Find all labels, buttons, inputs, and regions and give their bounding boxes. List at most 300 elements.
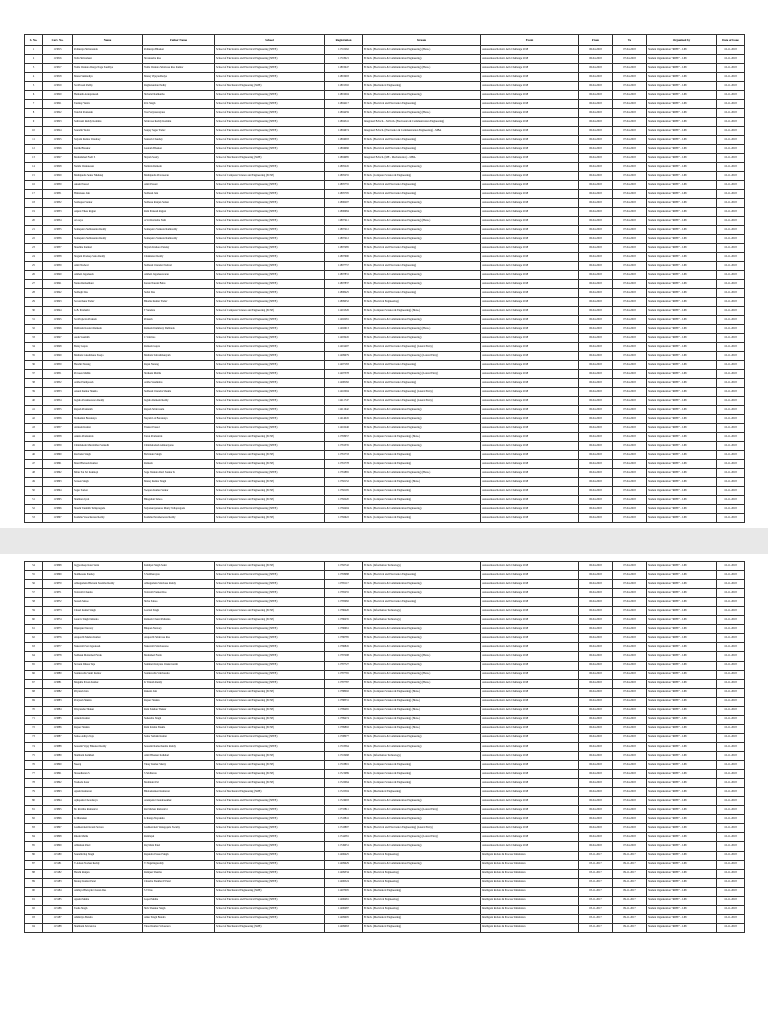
cell-to-date: 07-04-2018 bbox=[613, 271, 647, 280]
cell-school: School of Electronics and Electrical Engineering (SEEE) bbox=[215, 343, 325, 352]
cell-date-of-issue: 16-11-2018 bbox=[717, 634, 745, 643]
cell-serial-no: 93 bbox=[25, 914, 43, 923]
cell-organized-by: Student Organization "RIBE" - LPU bbox=[647, 887, 717, 896]
cell-cert-no: 113833 bbox=[43, 208, 73, 217]
cell-stream: B.Tech. (Electronics & Communication Engineering) bbox=[363, 208, 481, 217]
cell-to-date: 07-04-2018 bbox=[613, 379, 647, 388]
cell-registration: 11409905 bbox=[325, 914, 363, 923]
cell-school: School of Computer Science and Engineering (SCSE) bbox=[215, 607, 325, 616]
cell-school: School of Electronics and Electrical Engineering (SEEE) bbox=[215, 163, 325, 172]
cell-date-of-issue: 16-11-2018 bbox=[717, 842, 745, 851]
cell-serial-no: 74 bbox=[25, 742, 43, 751]
cell-registration: 11789465 bbox=[325, 706, 363, 715]
cell-registration: 11807831 bbox=[325, 271, 363, 280]
cell-organized-by: Student Organization "RIBE" - LPU bbox=[647, 688, 717, 697]
cell-school: School of Mechanical Engineering (SME) bbox=[215, 154, 325, 163]
cell-name: Saurabh Raj Singh bbox=[73, 851, 143, 860]
cell-school: School of Computer Science and Engineering (SCSE) bbox=[215, 172, 325, 181]
cell-stream: B.Tech. (Electronics & Communication Engineering) bbox=[363, 73, 481, 82]
cell-to-date: 07-04-2018 bbox=[613, 571, 647, 580]
cell-date-of-issue: 16-11-2018 bbox=[717, 109, 745, 118]
cell-event: Autonomous Robotic Arm Challenge 2018 bbox=[481, 298, 579, 307]
cell-registration: 11782622 bbox=[325, 514, 363, 523]
cell-serial-no: 81 bbox=[25, 806, 43, 815]
cell-cert-no: 113892 bbox=[43, 779, 73, 788]
cell-from-date: 06-04-2018 bbox=[579, 487, 613, 496]
cell-serial-no: 88 bbox=[25, 869, 43, 878]
cell-stream: B.Tech. (Electronics & Communication Engineering) bbox=[363, 625, 481, 634]
table-row bbox=[25, 751, 745, 760]
cell-father-name: Prakash bbox=[143, 316, 215, 325]
cell-father-name: Ambeti Jagadeeswaran bbox=[143, 271, 215, 280]
cell-name: Vanchit Ponnaiah bbox=[73, 109, 143, 118]
cell-school: School of Mechanical Engineering (SME) bbox=[215, 82, 325, 91]
cell-organized-by: Student Organization "RIBE" - LPU bbox=[647, 833, 717, 842]
cell-school: School of Computer Science and Engineering (SCSE) bbox=[215, 496, 325, 505]
column-header-to-date: To bbox=[613, 35, 647, 46]
cell-to-date: 07-04-2018 bbox=[613, 797, 647, 806]
table-row bbox=[25, 298, 745, 307]
cell-from-date: 06-04-2018 bbox=[579, 514, 613, 523]
cell-serial-no: 70 bbox=[25, 706, 43, 715]
cell-stream: B.Tech. (Information Technology) bbox=[363, 562, 481, 571]
cell-event: Autonomous Robotic Arm Challenge 2018 bbox=[481, 442, 579, 451]
cell-from-date: 06-04-2018 bbox=[579, 298, 613, 307]
cell-school: School of Electronics and Electrical Engineering (SEEE) bbox=[215, 625, 325, 634]
cell-serial-no: 78 bbox=[25, 779, 43, 788]
cell-event: Autonomous Robotic Arm Challenge 2018 bbox=[481, 190, 579, 199]
cell-from-date: 03-11-2017 bbox=[579, 887, 613, 896]
cell-name: Dubbuda Kasturi Ramesh bbox=[73, 325, 143, 334]
cell-event: Intelligent Robots & Process Simulation bbox=[481, 869, 579, 878]
cell-cert-no: 113861 bbox=[43, 460, 73, 469]
cell-date-of-issue: 16-11-2018 bbox=[717, 514, 745, 523]
cell-father-name: Amit Prasad bbox=[143, 181, 215, 190]
cell-from-date: 06-04-2018 bbox=[579, 325, 613, 334]
cell-date-of-issue: 16-11-2018 bbox=[717, 869, 745, 878]
cell-event: Autonomous Robotic Arm Challenge 2018 bbox=[481, 172, 579, 181]
cell-from-date: 06-04-2018 bbox=[579, 190, 613, 199]
cell-name: Ravinder Singh bbox=[73, 451, 143, 460]
cell-father-name: Rai Mohan Ramadevi bbox=[143, 806, 215, 815]
cell-school: School of Computer Science and Engineering (SCSE) bbox=[215, 724, 325, 733]
cell-serial-no: 33 bbox=[25, 334, 43, 343]
cell-serial-no: 35 bbox=[25, 352, 43, 361]
cell-registration: 11801993 bbox=[325, 73, 363, 82]
table-body bbox=[25, 562, 745, 933]
cell-from-date: 06-04-2018 bbox=[579, 779, 613, 788]
cell-stream: B.Tech. (Electrical Engineering) bbox=[363, 878, 481, 887]
cell-date-of-issue: 16-11-2018 bbox=[717, 271, 745, 280]
cell-serial-no: 46 bbox=[25, 451, 43, 460]
cell-stream: B.Tech. (Electrical and Electronics Engineering) (Lateral Entry) bbox=[363, 343, 481, 352]
cell-from-date: 06-04-2018 bbox=[579, 118, 613, 127]
cell-name: Rajeev Shukla bbox=[73, 724, 143, 733]
table-row bbox=[25, 562, 745, 571]
cell-from-date: 06-04-2018 bbox=[579, 833, 613, 842]
cell-registration: 11782152 bbox=[325, 478, 363, 487]
column-header-serial-no: S. No. bbox=[25, 35, 43, 46]
cell-registration: 11807485 bbox=[325, 244, 363, 253]
cell-serial-no: 82 bbox=[25, 815, 43, 824]
cell-serial-no: 26 bbox=[25, 271, 43, 280]
cell-to-date: 07-04-2018 bbox=[613, 733, 647, 742]
cell-serial-no: 47 bbox=[25, 460, 43, 469]
cell-from-date: 06-04-2018 bbox=[579, 64, 613, 73]
cell-cert-no: 113896 bbox=[43, 815, 73, 824]
table-row bbox=[25, 100, 745, 109]
cell-from-date: 06-04-2018 bbox=[579, 361, 613, 370]
cell-event: Autonomous Robotic Arm Challenge 2018 bbox=[481, 316, 579, 325]
cell-date-of-issue: 16-11-2018 bbox=[717, 607, 745, 616]
cell-school: School of Electronics and Electrical Engineering (SEEE) bbox=[215, 742, 325, 751]
cell-serial-no: 28 bbox=[25, 289, 43, 298]
cell-event: Autonomous Robotic Arm Challenge 2018 bbox=[481, 797, 579, 806]
cell-organized-by: Student Organization "RIBE" - LPU bbox=[647, 361, 717, 370]
cell-name: Ajitapadu Chowdarya bbox=[73, 797, 143, 806]
cell-to-date: 07-04-2018 bbox=[613, 190, 647, 199]
cell-event: Autonomous Robotic Arm Challenge 2018 bbox=[481, 571, 579, 580]
cell-school: School of Electronics and Electrical Engineering (SEEE) bbox=[215, 634, 325, 643]
cell-stream: B.Tech. (Electrical and Electronics Engineering) bbox=[363, 379, 481, 388]
cell-from-date: 06-04-2018 bbox=[579, 127, 613, 136]
cell-organized-by: Student Organization "RIBE" - LPU bbox=[647, 670, 717, 679]
cell-cert-no: 113855 bbox=[43, 406, 73, 415]
cell-from-date: 06-04-2018 bbox=[579, 316, 613, 325]
cell-registration: 11782494 bbox=[325, 505, 363, 514]
cell-stream: B.Tech. (Electronics & Communication Engineering) (Hons.) bbox=[363, 670, 481, 679]
cell-name: Abhagamala Bhavani Susritha Reddy bbox=[73, 580, 143, 589]
cell-to-date: 07-04-2018 bbox=[613, 91, 647, 100]
certificate-table-page-1 bbox=[24, 34, 744, 523]
table-row bbox=[25, 226, 745, 235]
cell-name: Yadla Venkata Durga Naga Sandhya bbox=[73, 64, 143, 73]
cell-cert-no: 113891 bbox=[43, 770, 73, 779]
cell-father-name: Gautam Bhaskar bbox=[143, 145, 215, 154]
column-header-from-date: From bbox=[579, 35, 613, 46]
cell-organized-by: Student Organization "RIBE" - LPU bbox=[647, 298, 717, 307]
cell-name: Avupaclli Madan Kumar bbox=[73, 634, 143, 643]
cell-stream: B.Tech. (Computer Science & Engineering) bbox=[363, 460, 481, 469]
cell-date-of-issue: 16-11-2018 bbox=[717, 460, 745, 469]
cell-from-date: 06-04-2018 bbox=[579, 280, 613, 289]
cell-date-of-issue: 16-11-2018 bbox=[717, 280, 745, 289]
cell-to-date: 07-04-2018 bbox=[613, 118, 647, 127]
cell-organized-by: Student Organization "RIBE" - LPU bbox=[647, 851, 717, 860]
cell-event: Autonomous Robotic Arm Challenge 2018 bbox=[481, 289, 579, 298]
cell-name: Kommu Vasacharana Reddy bbox=[73, 514, 143, 523]
cell-registration: 11804674 bbox=[325, 127, 363, 136]
cell-cert-no: 113887 bbox=[43, 733, 73, 742]
cell-school: School of Electronics and Electrical Engineering (SEEE) bbox=[215, 55, 325, 64]
cell-cert-no: 113185 bbox=[43, 896, 73, 905]
cell-cert-no: 113823 bbox=[43, 118, 73, 127]
cell-serial-no: 72 bbox=[25, 724, 43, 733]
cell-school: School of Electronics and Electrical Engineering (SEEE) bbox=[215, 280, 325, 289]
cell-from-date: 06-04-2018 bbox=[579, 172, 613, 181]
cell-to-date: 07-04-2018 bbox=[613, 289, 647, 298]
cell-registration: 11416246 bbox=[325, 424, 363, 433]
cell-to-date: 07-04-2018 bbox=[613, 460, 647, 469]
cell-organized-by: Student Organization "RIBE" - LPU bbox=[647, 478, 717, 487]
table-row bbox=[25, 217, 745, 226]
table-row bbox=[25, 244, 745, 253]
table-row bbox=[25, 896, 745, 905]
cell-cert-no: 113188 bbox=[43, 923, 73, 932]
cell-father-name: Manoj Vijaysubhaiya bbox=[143, 73, 215, 82]
cell-school: School of Computer Science and Engineering (SCSE) bbox=[215, 688, 325, 697]
cell-registration: 11402613 bbox=[325, 325, 363, 334]
cell-to-date: 07-04-2018 bbox=[613, 442, 647, 451]
cell-name: Gaurav Singh Dehania bbox=[73, 616, 143, 625]
cell-registration: 11805245 bbox=[325, 163, 363, 172]
cell-organized-by: Student Organization "RIBE" - LPU bbox=[647, 914, 717, 923]
cell-serial-no: 14 bbox=[25, 163, 43, 172]
cell-name: Satyam Kumar Chaubey bbox=[73, 136, 143, 145]
cell-registration: 11744581 bbox=[325, 833, 363, 842]
cell-school: School of Electronics and Electrical Engineering (SEEE) bbox=[215, 145, 325, 154]
cell-father-name: Sammeti Kalyana Chakravarthi bbox=[143, 661, 215, 670]
cell-date-of-issue: 16-11-2018 bbox=[717, 733, 745, 742]
cell-registration: 11722064 bbox=[325, 779, 363, 788]
cell-event: Autonomous Robotic Arm Challenge 2018 bbox=[481, 625, 579, 634]
table-row bbox=[25, 661, 745, 670]
cell-serial-no: 73 bbox=[25, 733, 43, 742]
cell-name: Avinash Kumar bbox=[73, 424, 143, 433]
cell-school: School of Electronics and Electrical Engineering (SEEE) bbox=[215, 262, 325, 271]
cell-organized-by: Student Organization "RIBE" - LPU bbox=[647, 487, 717, 496]
cell-event: Autonomous Robotic Arm Challenge 2018 bbox=[481, 824, 579, 833]
table-row bbox=[25, 878, 745, 887]
cell-from-date: 06-04-2018 bbox=[579, 415, 613, 424]
cell-serial-no: 55 bbox=[25, 571, 43, 580]
cell-school: School of Computer Science and Engineering (SCSE) bbox=[215, 761, 325, 770]
cell-date-of-issue: 16-11-2018 bbox=[717, 442, 745, 451]
cell-name: Aadu Soumith bbox=[73, 334, 143, 343]
cell-serial-no: 20 bbox=[25, 217, 43, 226]
cell-school: School of Computer Science and Engineering (SCSE) bbox=[215, 706, 325, 715]
cell-event: Autonomous Robotic Arm Challenge 2018 bbox=[481, 208, 579, 217]
cell-serial-no: 53 bbox=[25, 514, 43, 523]
cell-event: Intelligent Robots & Process Simulation bbox=[481, 851, 579, 860]
cell-event: Autonomous Robotic Arm Challenge 2018 bbox=[481, 733, 579, 742]
cell-from-date: 06-04-2018 bbox=[579, 580, 613, 589]
cell-organized-by: Student Organization "RIBE" - LPU bbox=[647, 505, 717, 514]
cell-from-date: 06-04-2018 bbox=[579, 208, 613, 217]
cell-school: School of Computer Science and Engineering (SCSE) bbox=[215, 514, 325, 523]
cell-serial-no: 66 bbox=[25, 670, 43, 679]
cell-to-date: 07-04-2018 bbox=[613, 235, 647, 244]
cell-father-name: Aranipalu Chandrasekhar bbox=[143, 797, 215, 806]
cell-from-date: 06-04-2018 bbox=[579, 307, 613, 316]
column-header-cert-no: Cert. No. bbox=[43, 35, 73, 46]
cell-school: School of Electronics and Electrical Engineering (SEEE) bbox=[215, 100, 325, 109]
cell-name: Sravani Dhana Teja bbox=[73, 661, 143, 670]
cell-name: Sahoo Aditya Teja bbox=[73, 733, 143, 742]
cell-registration: 11801004 bbox=[325, 91, 363, 100]
cell-date-of-issue: 16-11-2018 bbox=[717, 697, 745, 706]
cell-father-name: Sanikavallu Srinivasulu bbox=[143, 670, 215, 679]
cell-from-date: 06-04-2018 bbox=[579, 370, 613, 379]
cell-serial-no: 77 bbox=[25, 770, 43, 779]
cell-stream: B.Tech. (Mechanical Engineering) bbox=[363, 923, 481, 932]
cell-father-name: Manoj Kumar Singh bbox=[143, 478, 215, 487]
cell-stream: B.Tech. (Electronics & Communication Engineering) bbox=[363, 815, 481, 824]
cell-father-name: Pothuraju Bhaskar bbox=[143, 46, 215, 55]
cell-cert-no: 113841 bbox=[43, 280, 73, 289]
cell-organized-by: Student Organization "RIBE" - LPU bbox=[647, 589, 717, 598]
table-row bbox=[25, 91, 745, 100]
cell-father-name: A Sri Ravindra Nath bbox=[143, 217, 215, 226]
cell-to-date: 07-04-2018 bbox=[613, 280, 647, 289]
cell-father-name: Raj Mani Patel bbox=[143, 842, 215, 851]
table-row bbox=[25, 64, 745, 73]
cell-serial-no: 38 bbox=[25, 379, 43, 388]
cell-stream: B.Tech. (Mechanical Engineering) bbox=[363, 788, 481, 797]
cell-father-name: Rajendra Prasad Singh bbox=[143, 851, 215, 860]
cell-to-date: 07-04-2018 bbox=[613, 751, 647, 760]
cell-from-date: 06-04-2018 bbox=[579, 136, 613, 145]
cell-stream: B.Tech. (Mechanical Engineering) bbox=[363, 914, 481, 923]
cell-event: Autonomous Robotic Arm Challenge 2018 bbox=[481, 82, 579, 91]
cell-serial-no: 30 bbox=[25, 307, 43, 316]
cell-serial-no: 1 bbox=[25, 46, 43, 55]
cell-name: Harshit Narang bbox=[73, 361, 143, 370]
cell-stream: B.Tech. (Electrical Engineering) bbox=[363, 851, 481, 860]
cell-from-date: 06-04-2018 bbox=[579, 217, 613, 226]
cell-name: Ritesh Malik bbox=[73, 833, 143, 842]
page-gap bbox=[0, 528, 768, 554]
cell-stream: B.Tech. (Electronics & Communication Engineering) (Lateral Entry) bbox=[363, 833, 481, 842]
cell-to-date: 07-04-2018 bbox=[613, 361, 647, 370]
cell-father-name: Ramlapal bbox=[143, 833, 215, 842]
table-row bbox=[25, 679, 745, 688]
cell-registration: 11409063 bbox=[325, 923, 363, 932]
cell-serial-no: 6 bbox=[25, 91, 43, 100]
table-row bbox=[25, 869, 745, 878]
cell-school: School of Electronics and Electrical Engineering (SEEE) bbox=[215, 334, 325, 343]
cell-to-date: 07-04-2018 bbox=[613, 770, 647, 779]
cell-name: Saurabh Yadav bbox=[73, 127, 143, 136]
cell-from-date: 06-04-2018 bbox=[579, 697, 613, 706]
cell-stream: B.Tech. (Electrical and Electronics Engineering) (Lateral Entry) bbox=[363, 397, 481, 406]
cell-serial-no: 49 bbox=[25, 478, 43, 487]
cell-registration: 11806207 bbox=[325, 199, 363, 208]
cell-cert-no: 113848 bbox=[43, 343, 73, 352]
cell-date-of-issue: 16-11-2018 bbox=[717, 451, 745, 460]
cell-cert-no: 113862 bbox=[43, 469, 73, 478]
cell-to-date: 07-04-2018 bbox=[613, 127, 647, 136]
cell-name: A Lasya bbox=[73, 217, 143, 226]
cell-cert-no: 113830 bbox=[43, 181, 73, 190]
cell-name: Pratyush Shukla bbox=[73, 697, 143, 706]
cell-serial-no: 15 bbox=[25, 172, 43, 181]
cell-from-date: 06-04-2018 bbox=[579, 406, 613, 415]
column-header-name: Name bbox=[73, 35, 143, 46]
cell-to-date: 07-04-2018 bbox=[613, 679, 647, 688]
cell-name: Harshi Ranjan bbox=[73, 869, 143, 878]
cell-organized-by: Student Organization "RIBE" - LPU bbox=[647, 82, 717, 91]
cell-event: Autonomous Robotic Arm Challenge 2018 bbox=[481, 217, 579, 226]
cell-from-date: 06-04-2018 bbox=[579, 478, 613, 487]
cell-date-of-issue: 16-11-2018 bbox=[717, 806, 745, 815]
cell-stream: Integrated B.Tech. - M.Tech. (Electronics & Communication Engineering) bbox=[363, 118, 481, 127]
cell-from-date: 06-04-2018 bbox=[579, 262, 613, 271]
cell-school: School of Mechanical Engineering (SME) bbox=[215, 788, 325, 797]
cell-cert-no: 113839 bbox=[43, 262, 73, 271]
cell-name: Himanasu Jain bbox=[73, 190, 143, 199]
cell-from-date: 06-04-2018 bbox=[579, 226, 613, 235]
cell-organized-by: Student Organization "RIBE" - LPU bbox=[647, 905, 717, 914]
cell-serial-no: 68 bbox=[25, 688, 43, 697]
cell-organized-by: Student Organization "RIBE" - LPU bbox=[647, 343, 717, 352]
cell-father-name: Gopal Mehta bbox=[143, 896, 215, 905]
cell-cert-no: 113186 bbox=[43, 905, 73, 914]
cell-from-date: 03-11-2017 bbox=[579, 905, 613, 914]
cell-registration: 11804093 bbox=[325, 136, 363, 145]
cell-from-date: 06-04-2018 bbox=[579, 652, 613, 661]
cell-registration: 11787727 bbox=[325, 661, 363, 670]
cell-organized-by: Student Organization "RIBE" - LPU bbox=[647, 616, 717, 625]
cell-organized-by: Student Organization "RIBE" - LPU bbox=[647, 226, 717, 235]
cell-organized-by: Student Organization "RIBE" - LPU bbox=[647, 271, 717, 280]
cell-to-date: 07-04-2018 bbox=[613, 487, 647, 496]
cell-school: School of Electronics and Electrical Engineering (SEEE) bbox=[215, 833, 325, 842]
cell-stream: B.Tech. (Electronics & Communication Engineering) bbox=[363, 406, 481, 415]
cell-cert-no: 113899 bbox=[43, 842, 73, 851]
cell-date-of-issue: 16-11-2018 bbox=[717, 770, 745, 779]
cell-cert-no: 113829 bbox=[43, 172, 73, 181]
cell-name: Chand Kamal Singh bbox=[73, 607, 143, 616]
cell-registration: 11781778 bbox=[325, 460, 363, 469]
table-row bbox=[25, 815, 745, 824]
cell-date-of-issue: 16-11-2018 bbox=[717, 679, 745, 688]
cell-registration: 11805255 bbox=[325, 172, 363, 181]
cell-registration: 11807690 bbox=[325, 253, 363, 262]
cell-stream: B.Tech. (Computer Science & Engineering) bbox=[363, 761, 481, 770]
cell-stream: Integrated B.Tech. (Electronics & Communication Engineering) - MBA bbox=[363, 127, 481, 136]
cell-organized-by: Student Organization "RIBE" - LPU bbox=[647, 46, 717, 55]
cell-event: Autonomous Robotic Arm Challenge 2018 bbox=[481, 334, 579, 343]
cell-father-name: Sattar Sathish Kumar bbox=[143, 733, 215, 742]
cell-school: School of Electronics and Electrical Engineering (SEEE) bbox=[215, 896, 325, 905]
cell-father-name: Mohamed Farah bbox=[143, 652, 215, 661]
cell-stream: B.Tech. (Information Technology) bbox=[363, 616, 481, 625]
column-header-event: Event bbox=[481, 35, 579, 46]
table-row bbox=[25, 469, 745, 478]
cell-from-date: 03-11-2017 bbox=[579, 923, 613, 932]
cell-name: Shubhan Jyoti bbox=[73, 496, 143, 505]
cell-event: Autonomous Robotic Arm Challenge 2018 bbox=[481, 643, 579, 652]
cell-event: Autonomous Robotic Arm Challenge 2018 bbox=[481, 751, 579, 760]
cell-serial-no: 60 bbox=[25, 616, 43, 625]
table-row bbox=[25, 208, 745, 217]
cell-event: Autonomous Robotic Arm Challenge 2018 bbox=[481, 661, 579, 670]
cell-father-name: Chandra Shekhar P Patel bbox=[143, 878, 215, 887]
cell-event: Autonomous Robotic Arm Challenge 2018 bbox=[481, 833, 579, 842]
cell-name: Sai Archana Yadav bbox=[73, 298, 143, 307]
cell-from-date: 06-04-2018 bbox=[579, 616, 613, 625]
cell-school: School of Electronics and Electrical Engineering (SEEE) bbox=[215, 388, 325, 397]
cell-date-of-issue: 16-11-2018 bbox=[717, 896, 745, 905]
cell-date-of-issue: 16-11-2018 bbox=[717, 661, 745, 670]
cell-father-name: Ramesh Gupta bbox=[143, 343, 215, 352]
cell-father-name: Vinay Kumar Shetty bbox=[143, 761, 215, 770]
cell-father-name: Somepatra Venkata Ramireddy bbox=[143, 235, 215, 244]
cell-event: Autonomous Robotic Arm Challenge 2018 bbox=[481, 145, 579, 154]
cell-event: Autonomous Robotic Arm Challenge 2018 bbox=[481, 127, 579, 136]
cell-from-date: 06-04-2018 bbox=[579, 460, 613, 469]
